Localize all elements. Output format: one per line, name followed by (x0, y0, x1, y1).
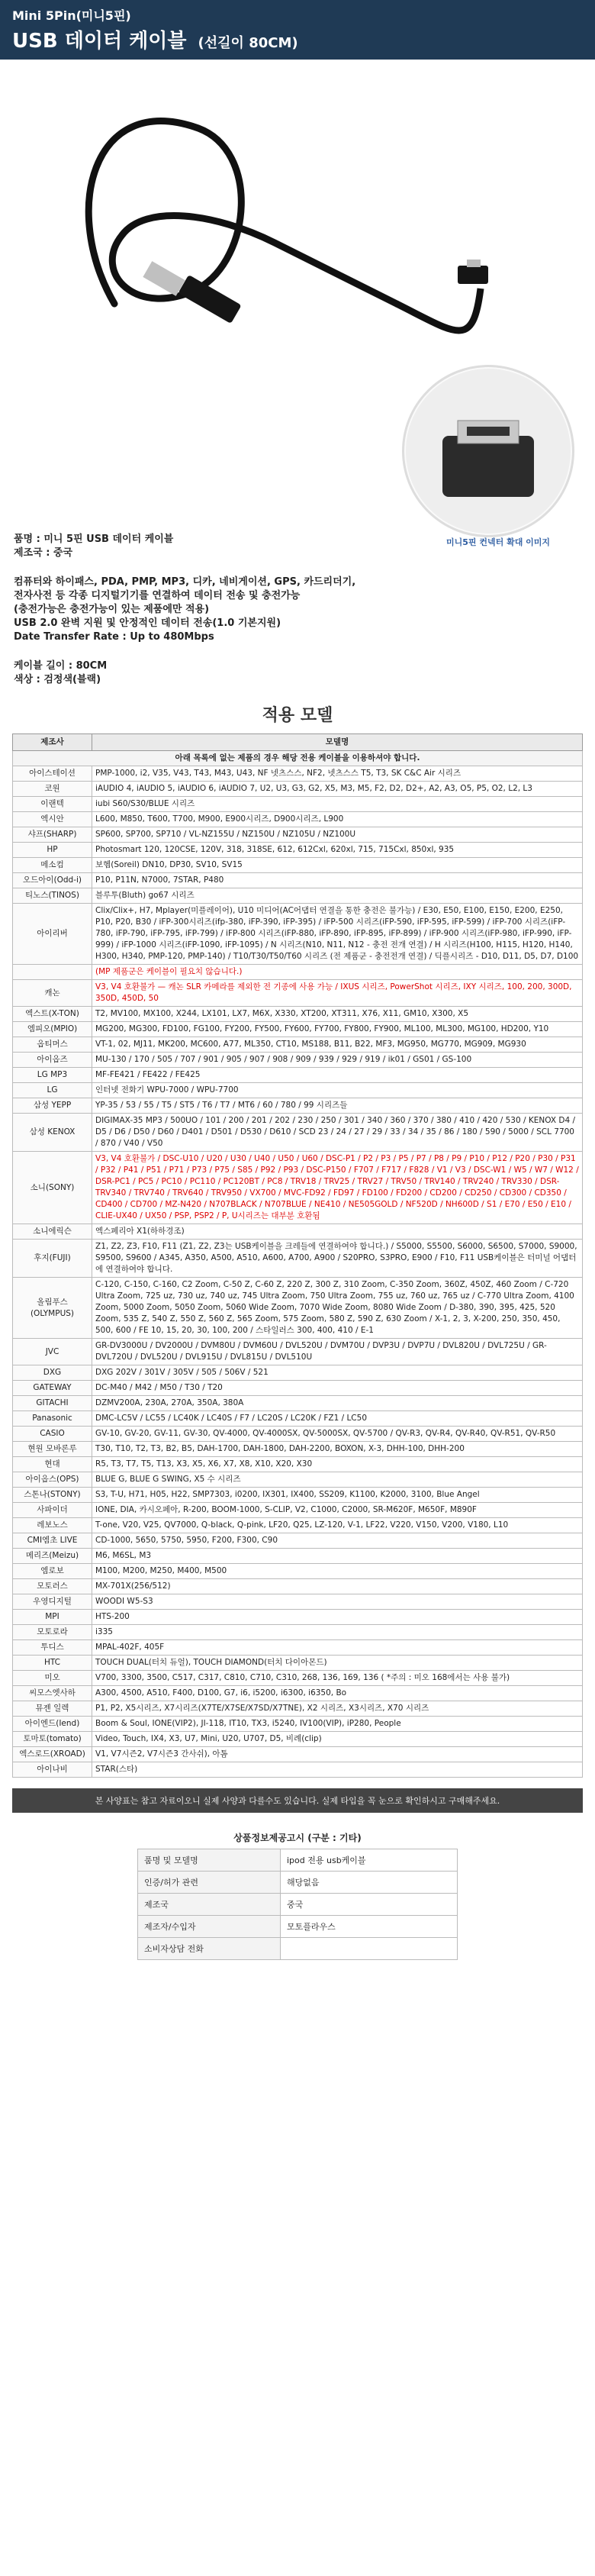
model-cell: M6, M6SL, M3 (92, 1549, 583, 1564)
model-cell: Boom & Soul, IONE(VIP2), JI-118, IT10, TX3, i5240, IV100(VIP), iP280, People (92, 1717, 583, 1732)
info-key: 제조국 (138, 1894, 281, 1916)
maker-cell: 삼성 YEPP (13, 1098, 92, 1114)
table-row (13, 1640, 583, 1656)
maker-cell: 후지(FUJI) (13, 1240, 92, 1278)
info-row (138, 1849, 458, 1872)
connector-zoom-image (402, 365, 574, 537)
model-cell: MU-130 / 170 / 505 / 707 / 901 / 905 / 907 / 908 / 909 / 939 / 929 / 919 / ik01 / GS01 / GS-100 (92, 1053, 583, 1068)
product-name: 품명 : 미니 5핀 USB 데이터 케이블 (14, 534, 174, 545)
model-cell: (MP 제품군은 케이블이 필요치 않습니다.) (92, 965, 583, 980)
maker-cell: CMI엠초 LIVE (13, 1533, 92, 1549)
info-title: 상품정보제공고시 (구분 : 기타) (233, 1833, 362, 1843)
model-cell: iubi S60/S30/BLUE 시리즈 (92, 797, 583, 812)
models-table (12, 733, 583, 1778)
table-row (13, 1701, 583, 1717)
table-row (13, 873, 583, 888)
maker-cell: 아이옵즈 (13, 1053, 92, 1068)
table-row (13, 1083, 583, 1098)
maker-cell: CASIO (13, 1427, 92, 1442)
table-row (13, 1224, 583, 1240)
info-value (281, 1938, 458, 1960)
product-maker: 제조국 : 중국 (14, 547, 73, 559)
model-cell: MG200, MG300, FD100, FG100, FY200, FY500, FY600, FY700, FY800, FY900, ML100, ML300, MG100, HD200, Y10 (92, 1022, 583, 1037)
model-cell: DXG 202V / 301V / 305V / 505 / 506V / 521 (92, 1365, 583, 1381)
maker-cell: 스톤나(STONY) (13, 1488, 92, 1503)
table-row (13, 1396, 583, 1411)
model-cell: MF-FE421 / FE422 / FE425 (92, 1068, 583, 1083)
desc-3: (충전가능은 충전가능이 있는 제품에만 적용) (14, 604, 210, 615)
header-line2 (12, 25, 583, 53)
product-spec (0, 525, 595, 695)
zoom-caption: 미니5핀 컨넥터 확대 이미지 (446, 537, 551, 547)
table-row (13, 1533, 583, 1549)
model-cell: DIGIMAX-35 MP3 / 500UO / 101 / 200 / 201 / 202 / 230 / 250 / 301 / 340 / 360 / 370 / 380 / 410 / 420 / 530 / KENOX D4 / D5 / D6 / D50 / D60 / D401 / D501 / D530 / D610 / SCD 23 / 24 / 27 / 29 / 33 / 34 / 35 / 86 / 180 / 590 / 5000 / SCL 7700 / 870 / V40 / V50 (92, 1114, 583, 1152)
info-row (138, 1872, 458, 1894)
info-row (138, 1894, 458, 1916)
model-cell: T2, MV100, MX100, X244, LX101, LX7, M6X, X330, XT200, XT311, X76, X11, GM10, X300, X5 (92, 1007, 583, 1022)
model-cell: 엑스페리아 X1(하하경조) (92, 1224, 583, 1240)
maker-cell: 옵티머스 (13, 1037, 92, 1053)
model-cell: Video, Touch, IX4, X3, U7, Mini, U20, U707, D5, 비례(clip) (92, 1732, 583, 1747)
maker-cell: DXG (13, 1365, 92, 1381)
model-cell: L600, M850, T600, T700, M900, E900시리즈, D900시리즈, L900 (92, 812, 583, 827)
maker-cell: MPI (13, 1610, 92, 1625)
models-notice: 아래 목록에 없는 제품의 경우 해당 전용 케이블을 이용하셔야 합니다. (13, 751, 583, 766)
table-row (13, 827, 583, 843)
header-model: 모델명 (92, 734, 583, 751)
table-row (13, 965, 583, 980)
table-row (13, 797, 583, 812)
maker-cell: 소니(SONY) (13, 1152, 92, 1224)
maker-cell: 우영디지털 (13, 1594, 92, 1610)
info-key: 품명 및 모델명 (138, 1849, 281, 1872)
table-row (13, 1427, 583, 1442)
info-key: 소비자상담 전화 (138, 1938, 281, 1960)
maker-cell: 뮤젠 일렉 (13, 1701, 92, 1717)
model-cell: WOODI W5-S3 (92, 1594, 583, 1610)
table-row (13, 1762, 583, 1778)
table-row (13, 1068, 583, 1083)
model-cell: 블루투(Bluth) go67 시리즈 (92, 888, 583, 904)
maker-cell: GITACHI (13, 1396, 92, 1411)
model-cell: DC-M40 / M42 / M50 / T30 / T20 (92, 1381, 583, 1396)
maker-cell: 메소컴 (13, 858, 92, 873)
maker-cell: 이랜텍 (13, 797, 92, 812)
model-cell: CD-1000, 5650, 5750, 5950, F200, F300, C90 (92, 1533, 583, 1549)
maker-cell: 메리즈(Meizu) (13, 1549, 92, 1564)
model-cell: A300, 4500, A510, F400, D100, G7, i6, i5200, i6300, i6350, Bo (92, 1686, 583, 1701)
maker-cell (13, 965, 92, 980)
table-row (13, 1549, 583, 1564)
maker-cell: 샤프(SHARP) (13, 827, 92, 843)
model-cell: iAUDIO 4, iAUDIO 5, iAUDIO 6, iAUDIO 7, U2, U3, G3, G2, X5, M3, M5, F2, D2, D2+, A2, A3, O5, P5, O2, L2, L3 (92, 782, 583, 797)
table-row (13, 1022, 583, 1037)
model-cell: HTS-200 (92, 1610, 583, 1625)
header-maker: 제조사 (13, 734, 92, 751)
model-cell: V700, 3300, 3500, C517, C317, C810, C710, C310, 268, 136, 169, 136 ( *주의 : 미오 168에서는 사용 불가) (92, 1671, 583, 1686)
table-row (13, 1625, 583, 1640)
table-row (13, 1457, 583, 1472)
maker-cell: GATEWAY (13, 1381, 92, 1396)
desc-2: 전자사전 등 각종 디지털기기를 연결하여 데이터 전송 및 충전가능 (14, 590, 301, 601)
model-cell: P10, P11N, N7000, 7STAR, P480 (92, 873, 583, 888)
desc-1: 컴퓨터와 하이패스, PDA, PMP, MP3, 디카, 네비게이션, GPS, 카드리더기, (14, 576, 356, 588)
maker-cell: 모토러스 (13, 1579, 92, 1594)
info-row (138, 1916, 458, 1938)
maker-cell: 미오 (13, 1671, 92, 1686)
table-row (13, 1671, 583, 1686)
maker-cell: 현대 (13, 1457, 92, 1472)
model-cell: Clix/Clix+, H7, Mplayer(미플레이어), U10 미디어(AC어댑터 연결을 통한 충전은 불가능) / E30, E50, E100, E150, E200, E250, P10, P20, B30 / iFP-300시리즈(ifp-380, iFP-390, iFP-395) / iFP-500 시리즈(iFP-590, iFP-595, iFP-599) / iFP-700 시리즈(iFP-780, iFP-790, iFP-795, iFP-799) / iFP-800 시리즈(iFP-880, iFP-890, iFP-895, iFP-899) / iFP-900 시리즈(iFP-980, iFP-990, iFP-999) / iFP-1000 시리즈(iFP-1090, iFP-1095) / N 시리즈(N10, N11, N12 - 충전 전개 연결) / H 시리즈(H100, H115, H120, H140, H300, H340, PMP-120, PMP-140) / T10/T30/T50/T60 시리즈 (전 제품군 - 충전전개 연결) / 딕플시리즈 - D10, D11, D5, D7, D100 (92, 904, 583, 965)
desc-4: USB 2.0 완벽 지원 및 안정적인 데이터 전송(1.0 기본지원) (14, 617, 281, 629)
model-cell: GV-10, GV-20, GV-11, GV-30, QV-4000, QV-4000SX, QV-5000SX, QV-5700 / QV-R3, QV-R4, QV-R40, QV-R51, QV-R50 (92, 1427, 583, 1442)
model-cell: T30, T10, T2, T3, B2, B5, DAH-1700, DAH-1800, DAH-2200, BOXON, X-3, DHH-100, DHH-200 (92, 1442, 583, 1457)
maker-cell: 현원 모바론루 (13, 1442, 92, 1457)
model-cell: PMP-1000, i2, V35, V43, T43, M43, U43, NF 넷츠스스, NF2, 넷츠스스 T5, T3, SK C&C Air 시리즈 (92, 766, 583, 782)
info-row (138, 1938, 458, 1960)
table-row (13, 904, 583, 965)
table-row (13, 1053, 583, 1068)
model-cell: DMC-LC5V / LC55 / LC40K / LC40S / F7 / LC20S / LC20K / FZ1 / LC50 (92, 1411, 583, 1427)
table-row (13, 1503, 583, 1518)
model-cell: IONE, DIA, 카시오페아, R-200, BOOM-1000, S-CLIP, V2, C1000, C2000, SR-M620F, M650F, M890F (92, 1503, 583, 1518)
table-row (13, 782, 583, 797)
model-cell: SP600, SP700, SP710 / VL-NZ155U / NZ150U / NZ105U / NZ100U (92, 827, 583, 843)
maker-cell: Panasonic (13, 1411, 92, 1427)
table-row (13, 1472, 583, 1488)
header-line1: Mini 5Pin(미니5핀) (12, 8, 131, 23)
model-cell: Z1, Z2, Z3, F10, F11 (Z1, Z2, Z3는 USB케이블을 크레들에 연결하여야 합니다.) / S5000, S5500, S6000, S6500, S7000, S9000, S9500, S9600 / A345, A350, A500, A510, A600, A700, A900 / S20PRO, S3PRO, E900 / F10, F11 USB케이블은 터미널 어댑터에 연결하여야 합니다. (92, 1240, 583, 1278)
table-row (13, 1488, 583, 1503)
info-value: 모토플라우스 (281, 1916, 458, 1938)
models-title: 적용 모델 (262, 706, 333, 725)
model-cell: TOUCH DUAL(터치 듀얼), TOUCH DIAMOND(터치 다이아몬드) (92, 1656, 583, 1671)
model-cell: M100, M200, M250, M400, M500 (92, 1564, 583, 1579)
maker-cell: 엠피오(MPIO) (13, 1022, 92, 1037)
table-row (13, 1381, 583, 1396)
table-row (13, 1717, 583, 1732)
model-cell: P1, P2, X5시리즈, X7시리즈(X7TE/X7SE/X7SD/X7TNE), X2 시리즈, X3시리즈, X70 시리즈 (92, 1701, 583, 1717)
maker-cell: 씨모스엣사하 (13, 1686, 92, 1701)
maker-cell: 엑스로드(XROAD) (13, 1747, 92, 1762)
model-cell: V3, V4 호환불가 / DSC-U10 / U20 / U30 / U40 / U50 / U60 / DSC-P1 / P2 / P3 / P5 / P7 / P8 / P9 / P10 / P12 / P20 / P30 / P31 / P32 / P41 / P51 / P71 / P73 / P75 / S85 / P92 / P93 / DSC-P150 / F707 / F717 / F828 / V1 / V3 / DSC-W1 / W5 / W7 / W12 / DSR-PC1 / PC5 / PC10 / PC110 / PC120BT / PC8 / TRV18 / TRV25 / TRV27 / TRV50 / TRV140 / TRV240 / TRV330 / DSR-TRV340 / TRV740 / TRV640 / TRV950 / VX700 / MVC-FD92 / FD97 / FD100 / FD200 / CD200 / CD250 / CD300 / CD350 / CD400 / CD700 / MZ-N420 / N707BLACK / N707BLUE / NE410 / NE505GOLD / NF520D / NH600D / S1 / E70 / E50 / E10 / CLIE-UX40 / UX50 / PSP, PSP2 / P, U시리즈는 대부분 호환됨 (92, 1152, 583, 1224)
model-cell: R5, T3, T7, T5, T13, X3, X5, X6, X7, X8, X10, X20, X30 (92, 1457, 583, 1472)
maker-cell: 코원 (13, 782, 92, 797)
table-row (13, 812, 583, 827)
maker-cell: 소니에릭슨 (13, 1224, 92, 1240)
info-table (137, 1849, 458, 1960)
model-cell: T-one, V20, V25, QV7000, Q-black, Q-pink, LF20, Q25, LZ-120, V-1, LF22, V220, V150, V200, V180, L10 (92, 1518, 583, 1533)
maker-cell: 토마토(tomato) (13, 1732, 92, 1747)
table-row (13, 1747, 583, 1762)
maker-cell: 레보노스 (13, 1518, 92, 1533)
table-row (13, 1732, 583, 1747)
table-row (13, 1610, 583, 1625)
model-cell: VT-1, 02, MJ11, MK200, MC600, A77, ML350, CT10, MS188, B11, B22, MF3, MG950, MG770, MG909, MG930 (92, 1037, 583, 1053)
maker-cell: LG MP3 (13, 1068, 92, 1083)
info-key: 인증/허가 관련 (138, 1872, 281, 1894)
maker-cell: 캐논 (13, 980, 92, 1007)
cable-color: 색상 : 검정색(블랙) (14, 674, 101, 685)
table-row (13, 1564, 583, 1579)
header-title: USB 데이터 케이블 (12, 30, 187, 53)
info-value: 중국 (281, 1894, 458, 1916)
model-cell: 보헴(Soreil) DN10, DP30, SV10, SV15 (92, 858, 583, 873)
model-cell: DZMV200A, 230A, 270A, 350A, 380A (92, 1396, 583, 1411)
table-row (13, 858, 583, 873)
table-row (13, 1442, 583, 1457)
maker-cell: LG (13, 1083, 92, 1098)
maker-cell: 오드아이(Odd-i) (13, 873, 92, 888)
maker-cell: 아이나비 (13, 1762, 92, 1778)
model-cell: 인터넷 전화기 WPU-7000 / WPU-7700 (92, 1083, 583, 1098)
maker-cell: 아이리버 (13, 904, 92, 965)
info-key: 제조자/수입자 (138, 1916, 281, 1938)
table-row (13, 1339, 583, 1365)
model-cell: V1, V7시즌2, V7시즌3 간사쉬), 아톰 (92, 1747, 583, 1762)
model-cell: Photosmart 120, 120CSE, 120V, 318, 318SE, 612, 612Cxl, 620xl, 715, 715Cxl, 850xl, 935 (92, 843, 583, 858)
info-value: 해당없음 (281, 1872, 458, 1894)
maker-cell: 아이스테이션 (13, 766, 92, 782)
bottom-notice: 본 사양표는 참고 자료이오니 실제 사양과 다를수도 있습니다. 실제 타입을 꼭 눈으로 확인하시고 구매해주세요. (12, 1788, 583, 1813)
table-row (13, 1278, 583, 1339)
model-cell: MPAL-402F, 405F (92, 1640, 583, 1656)
maker-cell: HP (13, 843, 92, 858)
header-banner (0, 0, 595, 60)
maker-cell: 사파이더 (13, 1503, 92, 1518)
maker-cell: 티노스(TINOS) (13, 888, 92, 904)
maker-cell: JVC (13, 1339, 92, 1365)
table-row (13, 1240, 583, 1278)
maker-cell: 아이엔드(Iend) (13, 1717, 92, 1732)
table-row (13, 888, 583, 904)
table-row (13, 1007, 583, 1022)
desc-5: Date Transfer Rate : Up to 480Mbps (14, 631, 214, 643)
table-row (13, 1114, 583, 1152)
table-row (13, 1594, 583, 1610)
maker-cell: HTC (13, 1656, 92, 1671)
model-cell: i335 (92, 1625, 583, 1640)
table-row (13, 1411, 583, 1427)
maker-cell: 올림푸스(OLYMPUS) (13, 1278, 92, 1339)
maker-cell: 엠로보 (13, 1564, 92, 1579)
cable-length: 케이블 길이 : 80CM (14, 660, 108, 672)
table-row (13, 1037, 583, 1053)
maker-cell: 엑스트(X-TON) (13, 1007, 92, 1022)
table-row (13, 1365, 583, 1381)
table-row (13, 1656, 583, 1671)
info-value: ipod 전용 usb케이블 (281, 1849, 458, 1872)
table-row (13, 980, 583, 1007)
table-row (13, 843, 583, 858)
model-cell: MX-701X(256/512) (92, 1579, 583, 1594)
maker-cell: 모토로라 (13, 1625, 92, 1640)
table-row (13, 1098, 583, 1114)
model-cell: STAR(스타) (92, 1762, 583, 1778)
maker-cell: 투디스 (13, 1640, 92, 1656)
model-cell: V3, V4 호환불가 — 캐논 SLR 카메라를 제외한 전 기종에 사용 가능 / IXUS 시리즈, PowerShot 시리즈, IXY 시리즈, 100, 200, 300D, 350D, 450D, 50 (92, 980, 583, 1007)
table-row (13, 1518, 583, 1533)
maker-cell: 엑시안 (13, 812, 92, 827)
table-row (13, 1686, 583, 1701)
table-row (13, 1579, 583, 1594)
maker-cell: 아이옵스(OPS) (13, 1472, 92, 1488)
model-cell: BLUE G, BLUE G SWING, X5 수 시리즈 (92, 1472, 583, 1488)
maker-cell: 삼성 KENOX (13, 1114, 92, 1152)
model-cell: S3, T-U, H71, H05, H22, SMP7303, i0200, IX301, IX400, SS209, K1100, K2000, 3100, Blue Angel (92, 1488, 583, 1503)
model-cell: GR-DV3000U / DV2000U / DVM80U / DVM60U / DVL520U / DVM70U / DVP3U / DVP7U / DVL820U / DVL725U / GR-DVL720U / DVL520U / DVL915U / DVL815U / DVL510U (92, 1339, 583, 1365)
table-row (13, 1152, 583, 1224)
header-subtitle: (선길이 80CM) (198, 35, 298, 51)
table-row (13, 766, 583, 782)
model-cell: YP-35 / 53 / 55 / T5 / ST5 / T6 / T7 / MT6 / 60 / 780 / 99 시리즈들 (92, 1098, 583, 1114)
model-cell: C-120, C-150, C-160, C2 Zoom, C-50 Z, C-60 Z, 220 Z, 300 Z, 310 Zoom, C-350 Zoom, 360Z, 450Z, 460 Zoom / C-720 Ultra Zoom, 725 uz, 730 uz, 740 uz, 745 Ultra Zoom, 750 Ultra Zoom, 755 uz, 760 uz, 765 uz / C-770 Ultra Zoom, 4100 Zoom, 5000 Zoom, 5050 Zoom, 5060 Wide Zoom, 7070 Wide Zoom, 8080 Wide Zoom / D-380, 390, 395, 425, 520 Zoom, 535 Z, 540 Z, 550 Z, 560 Z, 565 Zoom, 575 Zoom, 580 Z, 590 Z, 630 Zoom / X-1, 2, 3, X-200, 250, 350, 450, 500, 600 / FE 10, 15, 20, 30, 100, 200 / 스타일러스 300, 400, 410 / E-1 (92, 1278, 583, 1339)
